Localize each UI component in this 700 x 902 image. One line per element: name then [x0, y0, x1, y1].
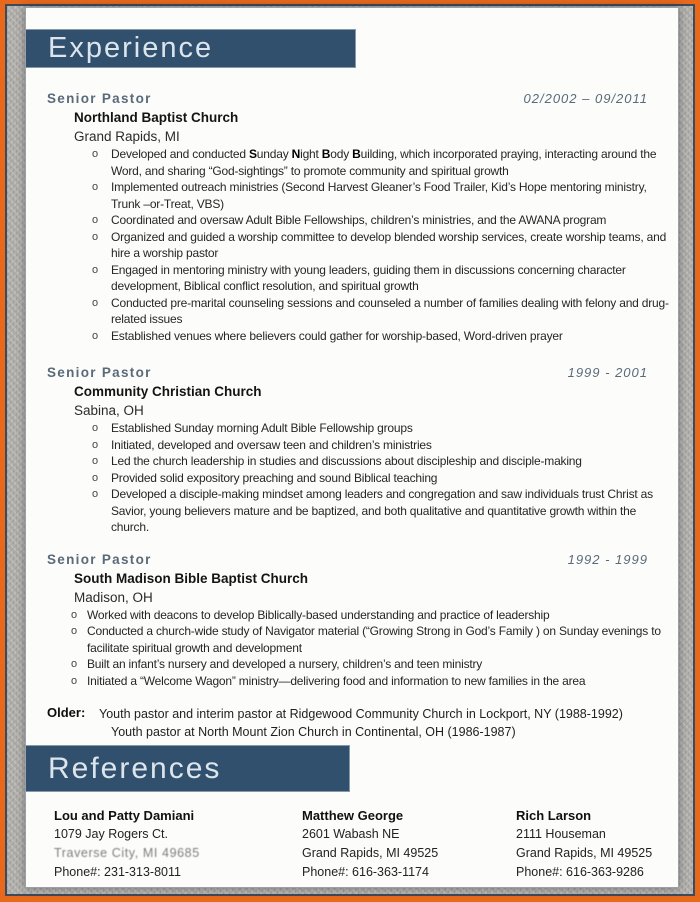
references-header-label: References: [48, 751, 222, 785]
experience-section-header: [26, 29, 356, 68]
resume-page: [25, 7, 679, 888]
reference-phone: Phone#: 616-363-1174: [302, 865, 429, 879]
job-title: Senior Pastor: [47, 551, 152, 567]
job-section: [26, 363, 678, 536]
job-section: [26, 89, 678, 344]
experience-bullet: o Established Sunday morning Adult Bible Fellowship groups: [111, 420, 672, 437]
experience-bullet: o Established venues where believers could gather for worship-based, Word-driven prayer: [111, 328, 672, 345]
job-bullet-list: [26, 420, 678, 536]
experience-bullet: o Organized and guided a worship committee to develop blended worship services, create worship teams, and hire a worship pastor: [111, 229, 672, 262]
job-bullet-list: [26, 146, 678, 344]
job-title: Senior Pastor: [47, 365, 152, 380]
experience-bullet: o Coordinated and oversaw Adult Bible Fellowships, children’s ministries, and the AWANA program: [111, 212, 672, 229]
job-bullet-list: [26, 607, 678, 690]
references-section-header: [26, 745, 350, 792]
experience-bullet: o Initiated, developed and oversaw teen and children’s ministries: [111, 437, 672, 454]
bullet-bold-segment: S: [248, 147, 257, 161]
job-dates: 1999 - 2001: [567, 365, 648, 380]
reference-address-line: 1079 Jay Rogers Ct.: [54, 827, 168, 841]
experience-bullet: o Conducted pre-marital counseling sessions and counseled a number of families dealing with felony and drug-related issues: [111, 295, 672, 328]
experience-header-label: Experience: [48, 32, 214, 64]
job-dates: 02/2002 – 09/2011: [523, 91, 648, 106]
reference-phone: Phone#: 231-313-8011: [54, 865, 181, 879]
older-role-lines: [99, 705, 623, 741]
job-title: Senior Pastor: [47, 91, 152, 106]
older-label: Older:: [47, 705, 86, 720]
bullet-text-segment: ody: [330, 147, 353, 161]
reference-address-line: 2111 Houseman: [516, 827, 606, 841]
reference-card: [302, 806, 516, 882]
experience-bullet: o Initiated a “Welcome Wagon” ministry—delivering food and information to new families in the area: [87, 673, 672, 690]
organization-name: Northland Baptist Church: [74, 110, 239, 125]
experience-bullet: o Developed a disciple-making mindset among leaders and congregation and saw individuals trust Christ as Savior, young believers mature and be baptized, and both qualitative and quantitative growth within the church.: [111, 486, 672, 536]
bullet-bold-segment: B: [321, 147, 331, 161]
job-location: Grand Rapids, MI: [74, 129, 180, 144]
reference-name: Matthew George: [302, 808, 404, 823]
bullet-text-segment: uilding, which incorporated praying, interacting around the Word, and sharing “God-sightings” to promote community and spiritual growth: [111, 147, 657, 178]
experience-bullet: [111, 146, 672, 179]
bullet-text-segment: Developed and conducted: [111, 147, 249, 161]
reference-phone: Phone#: 616-363-9286: [516, 865, 644, 879]
job-location: Sabina, OH: [74, 403, 144, 418]
experience-bullet: o Implemented outreach ministries (Second Harvest Gleaner’s Food Trailer, Kid’s Hope mentoring ministry, Trunk –or-Treat, VBS): [111, 179, 672, 212]
reference-address-line: Traverse City, MI 49685: [54, 846, 200, 860]
job-heading-row: [26, 550, 678, 569]
textured-mat-background: [5, 4, 695, 896]
organization-name: Community Christian Church: [74, 384, 262, 399]
reference-name: Lou and Patty Damiani: [54, 808, 195, 823]
experience-bullet: o Provided solid expository preaching and sound Biblical teaching: [111, 470, 672, 487]
organization-name: South Madison Bible Baptist Church: [74, 570, 309, 586]
experience-bullet: o Worked with deacons to develop Biblically-based understanding and practice of leadership: [87, 607, 672, 624]
reference-name: Rich Larson: [516, 808, 592, 823]
references-list: [26, 792, 678, 882]
reference-address-line: Grand Rapids, MI 49525: [302, 846, 439, 860]
job-dates: 1992 - 1999: [567, 551, 648, 567]
experience-bullet: o Led the church leadership in studies and discussions about discipleship and disciple-making: [111, 453, 672, 470]
job-heading-row: [26, 363, 678, 382]
job-section: [26, 550, 678, 690]
bullet-text-segment: unday: [256, 147, 292, 161]
reference-card: [516, 806, 678, 882]
bullet-text-segment: ight: [300, 147, 322, 161]
bullet-bold-segment: B: [352, 147, 361, 161]
older-role-line: Youth pastor and interim pastor at Ridgewood Community Church in Lockport, NY (1988-1992): [99, 707, 623, 721]
reference-address-line: Grand Rapids, MI 49525: [516, 846, 653, 860]
reference-card: [54, 806, 302, 882]
experience-bullet: o Built an infant’s nursery and developed a nursery, children’s and teen ministry: [87, 656, 672, 673]
job-location: Madison, OH: [74, 589, 153, 605]
older-roles: [47, 705, 678, 741]
experience-bullet: o Conducted a church-wide study of Navigator material (“Growing Strong in God’s Family ) on Sunday evenings to facilitate spiritual growth and development: [87, 623, 672, 656]
reference-address-line: 2601 Wabash NE: [302, 827, 400, 841]
job-heading-row: [26, 89, 678, 108]
experience-bullet: o Engaged in mentoring ministry with young leaders, guiding them in discussions concerning character development, Biblical conflict resolution, and spiritual growth: [111, 262, 672, 295]
bullet-bold-segment: N: [291, 147, 301, 161]
older-role-line: Youth pastor at North Mount Zion Church in Continental, OH (1986-1987): [111, 725, 516, 739]
